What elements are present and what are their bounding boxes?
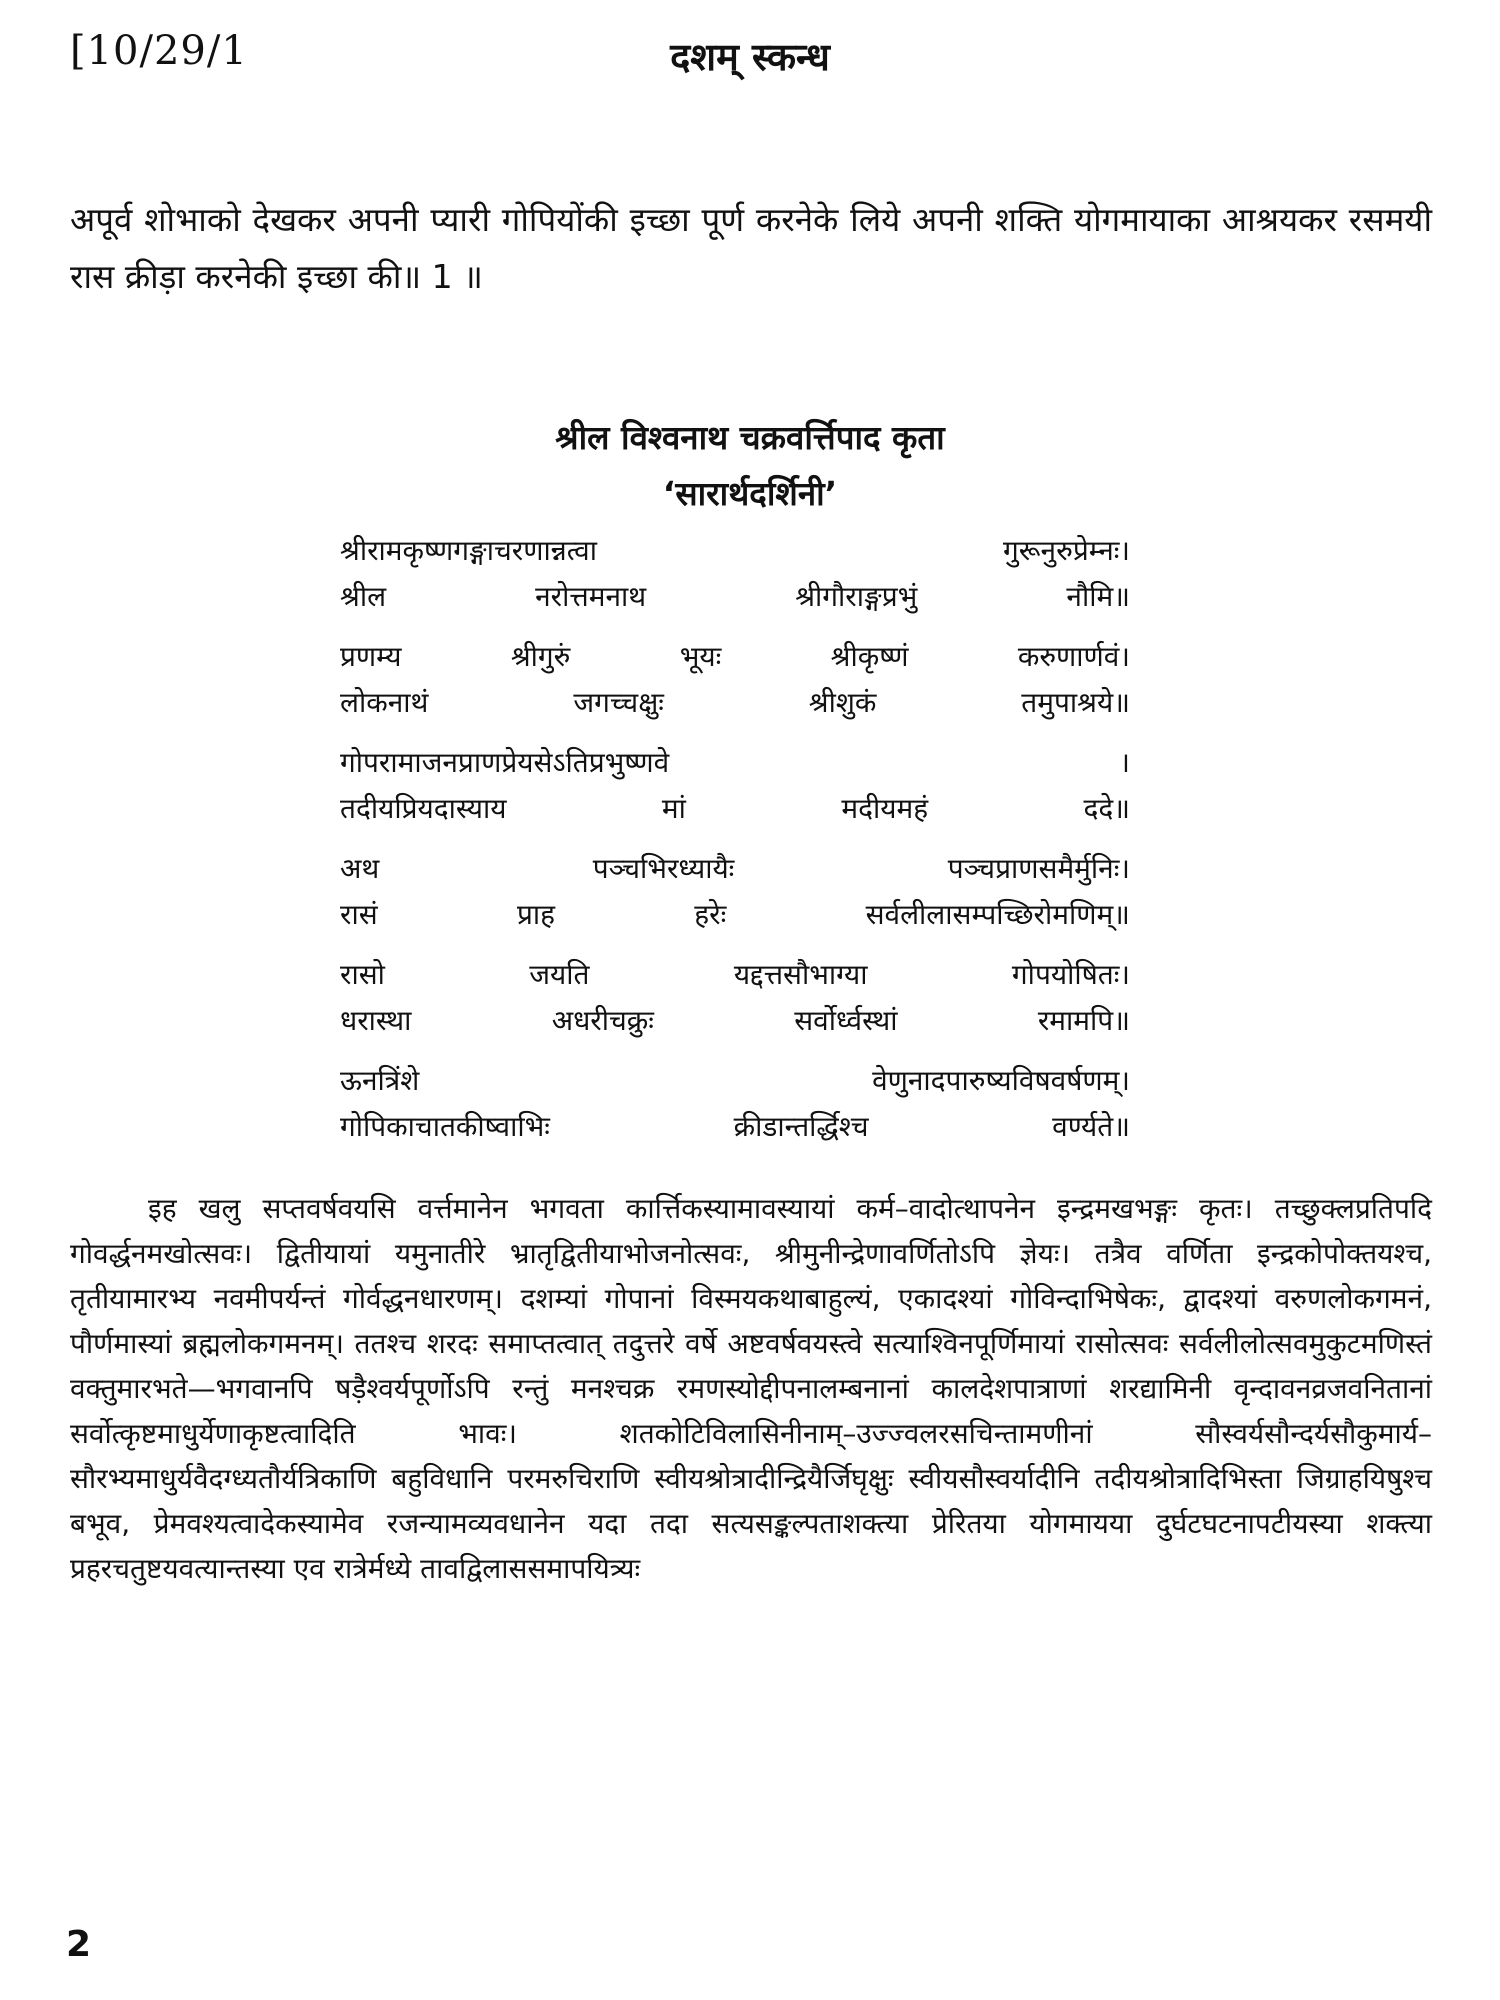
- verse-word: गोपिकाचातकीष्वाभिः: [340, 1110, 550, 1143]
- verse-line: [340, 574, 1130, 620]
- verse-word: रासो: [340, 958, 385, 991]
- verse-word: श्रीगुरुं: [510, 640, 571, 673]
- verse-word: श्रील: [340, 580, 387, 613]
- verse-word: नौमि॥: [1066, 580, 1130, 613]
- verse-word: हरेः: [694, 898, 727, 931]
- commentary-author: श्रील विश्वनाथ चक्रवर्त्तिपाद कृता: [555, 418, 945, 457]
- verse-word: गोपयोषितः।: [1011, 958, 1130, 991]
- verse-word: प्रणम्य: [340, 640, 402, 673]
- verse-line: [340, 740, 1130, 786]
- verse-word: ।: [1119, 746, 1130, 779]
- verse-line: [340, 1104, 1130, 1150]
- verse-line: [340, 952, 1130, 998]
- verse-line: [340, 846, 1130, 892]
- commentary-paragraph: इह खलु सप्तवर्षवयसि वर्त्तमानेन भगवता कार्त्तिकस्यामावस्यायां कर्म–वादोत्थापनेन इन्द्रमखभङ्गः कृतः। तच्छुक्लप्रतिपदि गोवर्द्धनमखोत्सवः। द्वितीयायां यमुनातीरे भ्रातृद्वितीयाभोजनोत्सवः, श्रीमुनीन्द्रेणावर्णितोऽपि ज्ञेयः। तत्रैव वर्णिता इन्द्रकोपोक्तयश्च, तृतीयामारभ्य नवमीपर्यन्तं गोर्वद्धनधारणम्। दशम्यां गोपानां विस्मयकथाबाहुल्यं, एकादश्यां गोविन्दाभिषेकः, द्वादश्यां वरुणलोकगमनं, पौर्णमास्यां ब्रह्मलोकगमनम्। ततश्च शरदः समाप्तत्वात् तदुत्तरे वर्षे अष्टवर्षवयस्त्वे सत्याश्विनपूर्णिमायां रासोत्सवः सर्वलीलोत्सवमुकुटमणिस्तं वक्तुमारभते—भगवानपि षड़ैश्वर्यपूर्णोऽपि रन्तुं मनश्चक्र रमणस्योद्दीपनालम्बनानां कालदेशपात्राणां शरद्यामिनी वृन्दावनव्रजवनितानां सर्वोत्कृष्टमाधुर्येणाकृष्टत्वादिति भावः। शतकोटिविलासिनीनाम्–उज्ज्वलरसचिन्तामणीनां सौस्वर्यसौन्दर्यसौकुमार्य–सौरभ्यमाधुर्यवैदग्ध्यतौर्यत्रिकाणि बहुविधानि परमरुचिराणि स्वीयश्रोत्रादीन्द्रियैर्जिघृक्षुः स्वीयसौस्वर्यादीनि तदीयश्रोत्रादिभिस्ता जिग्राहयिषुश्च बभूव, प्रेमवश्यत्वादेकस्यामेव रजन्यामव्यवधानेन यदा तदा सत्यसङ्कल्पताशक्त्या प्रेरितया योगमायया दुर्घटघटनापटीयस्या शक्त्या प्रहरचतुष्टयवत्यान्तस्या एव रात्रेर्मध्ये तावद्विलाससमापयित्र्यः: [70, 1192, 1432, 1585]
- verse-word: प्राह: [516, 898, 555, 931]
- verse-line: [340, 892, 1130, 938]
- verse-word: यद्दत्तसौभाग्या: [733, 958, 868, 991]
- verse-word: पञ्चभिरध्यायैः: [592, 852, 735, 885]
- verse-word: रासं: [340, 898, 378, 931]
- verse-block: [340, 846, 1130, 938]
- verse-line: [340, 528, 1130, 574]
- verse-word: मदीयमहं: [841, 792, 929, 825]
- verse-word: अधरीचक्रुः: [551, 1004, 654, 1037]
- verse-word: भूयः: [679, 640, 722, 673]
- verse-word: ऊनत्रिंशे: [340, 1064, 420, 1097]
- verse-line: [340, 634, 1130, 680]
- verse-word: सर्वलीलासम्पच्छिरोमणिम्॥: [865, 898, 1130, 931]
- verse-word: वर्ण्यते॥: [1052, 1110, 1130, 1143]
- verse-word: पञ्चप्राणसमैर्मुनिः।: [947, 852, 1130, 885]
- verse-word: क्रीडान्तर्द्धिश्च: [733, 1110, 869, 1143]
- verse-word: गुरूनुरुप्रेम्नः।: [1003, 534, 1130, 567]
- verse-line: [340, 998, 1130, 1044]
- page-number: 2: [66, 1924, 92, 1965]
- verse-block: [340, 952, 1130, 1044]
- verse-word: जयति: [529, 958, 590, 991]
- verse-block: [340, 528, 1130, 620]
- page-title: दशम् स्कन्ध: [670, 35, 830, 79]
- intro-paragraph: अपूर्व शोभाको देखकर अपनी प्यारी गोपियोंकी इच्छा पूर्ण करनेके लिये अपनी शक्ति योगमायाका आश्रयकर रसमयी रास क्रीड़ा करनेकी इच्छा की॥ 1 ॥: [70, 200, 1432, 296]
- verse-word: श्रीगौराङ्गप्रभुं: [795, 580, 918, 613]
- verse-word: लोकनाथं: [340, 686, 429, 719]
- verse-word: गोपरामाजनप्राणप्रेयसेऽतिप्रभुष्णवे: [340, 746, 670, 779]
- verse-block: [340, 740, 1130, 832]
- verse-line: [340, 1058, 1130, 1104]
- verse-word: सर्वोर्ध्वस्थां: [794, 1004, 898, 1037]
- verse-line: [340, 680, 1130, 726]
- chapter-verse-reference: [10/29/1: [70, 28, 248, 74]
- verse-word: मां: [661, 792, 686, 825]
- commentary-title: ‘सारार्थदर्शिनी’: [662, 474, 838, 513]
- verse-block: [340, 1058, 1130, 1150]
- commentary-heading: [0, 410, 1500, 522]
- verse-word: रमामपि॥: [1037, 1004, 1130, 1037]
- verse-word: ददे॥: [1083, 792, 1130, 825]
- verse-word: जगच्चक्षुः: [573, 686, 664, 719]
- verse-word: वेणुनादपारुष्यविषवर्षणम्।: [872, 1064, 1130, 1097]
- verse-word: तदीयप्रियदास्याय: [340, 792, 507, 825]
- verse-word: श्रीरामकृष्णगङ्गाचरणान्नत्वा: [340, 534, 597, 567]
- verse-word: श्रीकृष्णं: [830, 640, 909, 673]
- verse-word: करुणार्णवं।: [1017, 640, 1130, 673]
- verse-word: अथ: [340, 852, 380, 885]
- verse-word: श्रीशुकं: [808, 686, 877, 719]
- verse-word: नरोत्तमनाथ: [535, 580, 647, 613]
- verse-word: तमुपाश्रये॥: [1021, 686, 1130, 719]
- verse-line: [340, 786, 1130, 832]
- verse-word: धरास्था: [340, 1004, 412, 1037]
- verse-block: [340, 634, 1130, 726]
- invocation-verses: [340, 528, 1130, 1164]
